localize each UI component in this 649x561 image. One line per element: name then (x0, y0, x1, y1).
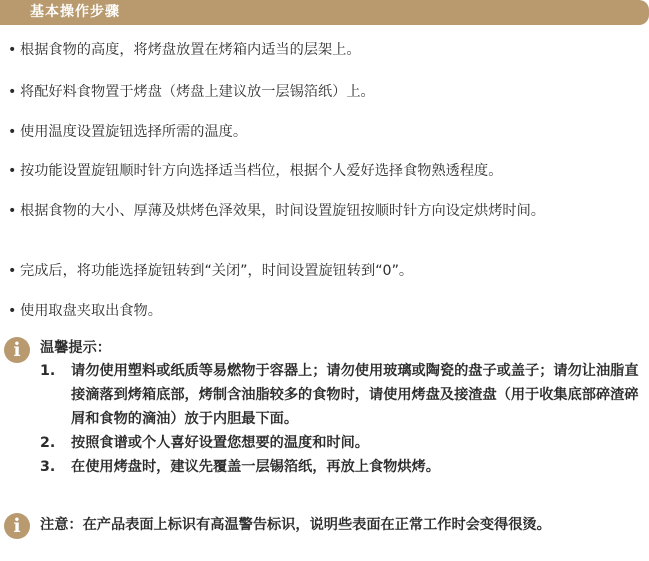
info-icon: i (4, 513, 30, 539)
info-icon: i (4, 337, 30, 363)
step-item (8, 301, 162, 321)
tip-text: 在使用烤盘时，建议先覆盖一层锡箔纸，再放上食物烘烤。 (71, 459, 440, 475)
step-text: 按功能设置旋钮顺时针方向选择适当档位，根据个人爱好选择食物熟透程度。 (20, 163, 503, 179)
step-item (8, 161, 502, 181)
bullet: • (8, 263, 17, 279)
warning-note: 注意：在产品表面上标识有高温警告标识，说明些表面在正常工作时会变得很烫。 (40, 517, 551, 533)
step-item (8, 40, 361, 60)
tip-text: 按照食谱或个人喜好设置您想要的温度和时间。 (71, 435, 369, 451)
tips-title: 温馨提示： (40, 340, 111, 356)
step-text: 根据食物的高度，将烤盘放置在烤箱内适当的层架上。 (20, 42, 361, 58)
step-text: 使用温度设置旋钮选择所需的温度。 (20, 124, 248, 140)
bullet: • (8, 124, 17, 140)
step-item (8, 122, 247, 142)
step-item (8, 82, 375, 102)
step-item (8, 261, 413, 281)
step-text: 将配好料食物置于烤盘（烤盘上建议放一层锡箔纸）上。 (20, 84, 375, 100)
tip-item (40, 431, 646, 455)
bullet: • (8, 84, 17, 100)
step-text: 根据食物的大小、厚薄及烘烤色泽效果，时间设置旋钮按顺时针方向设定烘烤时间。 (20, 203, 545, 219)
tip-number: 1. (40, 363, 56, 379)
bullet: • (8, 163, 17, 179)
tip-number: 2. (40, 435, 56, 451)
tip-text: 请勿使用塑料或纸质等易燃物于容器上；请勿使用玻璃或陶瓷的盘子或盖子；请勿让油脂直接滴落到烤箱底部，烤制含油脂较多的食物时，请使用烤盘及接渣盘（用于收集底部碎渣碎屑和食物的滴油）放于内胆最下面。 (71, 363, 639, 427)
bullet: • (8, 303, 17, 319)
bullet: • (8, 42, 17, 58)
section-title: 基本操作步骤 (30, 4, 120, 20)
step-text: 使用取盘夹取出食物。 (20, 303, 162, 319)
tips-block (40, 337, 646, 479)
tip-item (40, 455, 646, 479)
step-text: 完成后，将功能选择旋钮转到“关闭”，时间设置旋钮转到“0”。 (20, 263, 414, 279)
step-item (8, 201, 545, 221)
tip-number: 3. (40, 459, 56, 475)
section-header (0, 0, 649, 25)
tip-item (40, 359, 646, 431)
bullet: • (8, 203, 17, 219)
